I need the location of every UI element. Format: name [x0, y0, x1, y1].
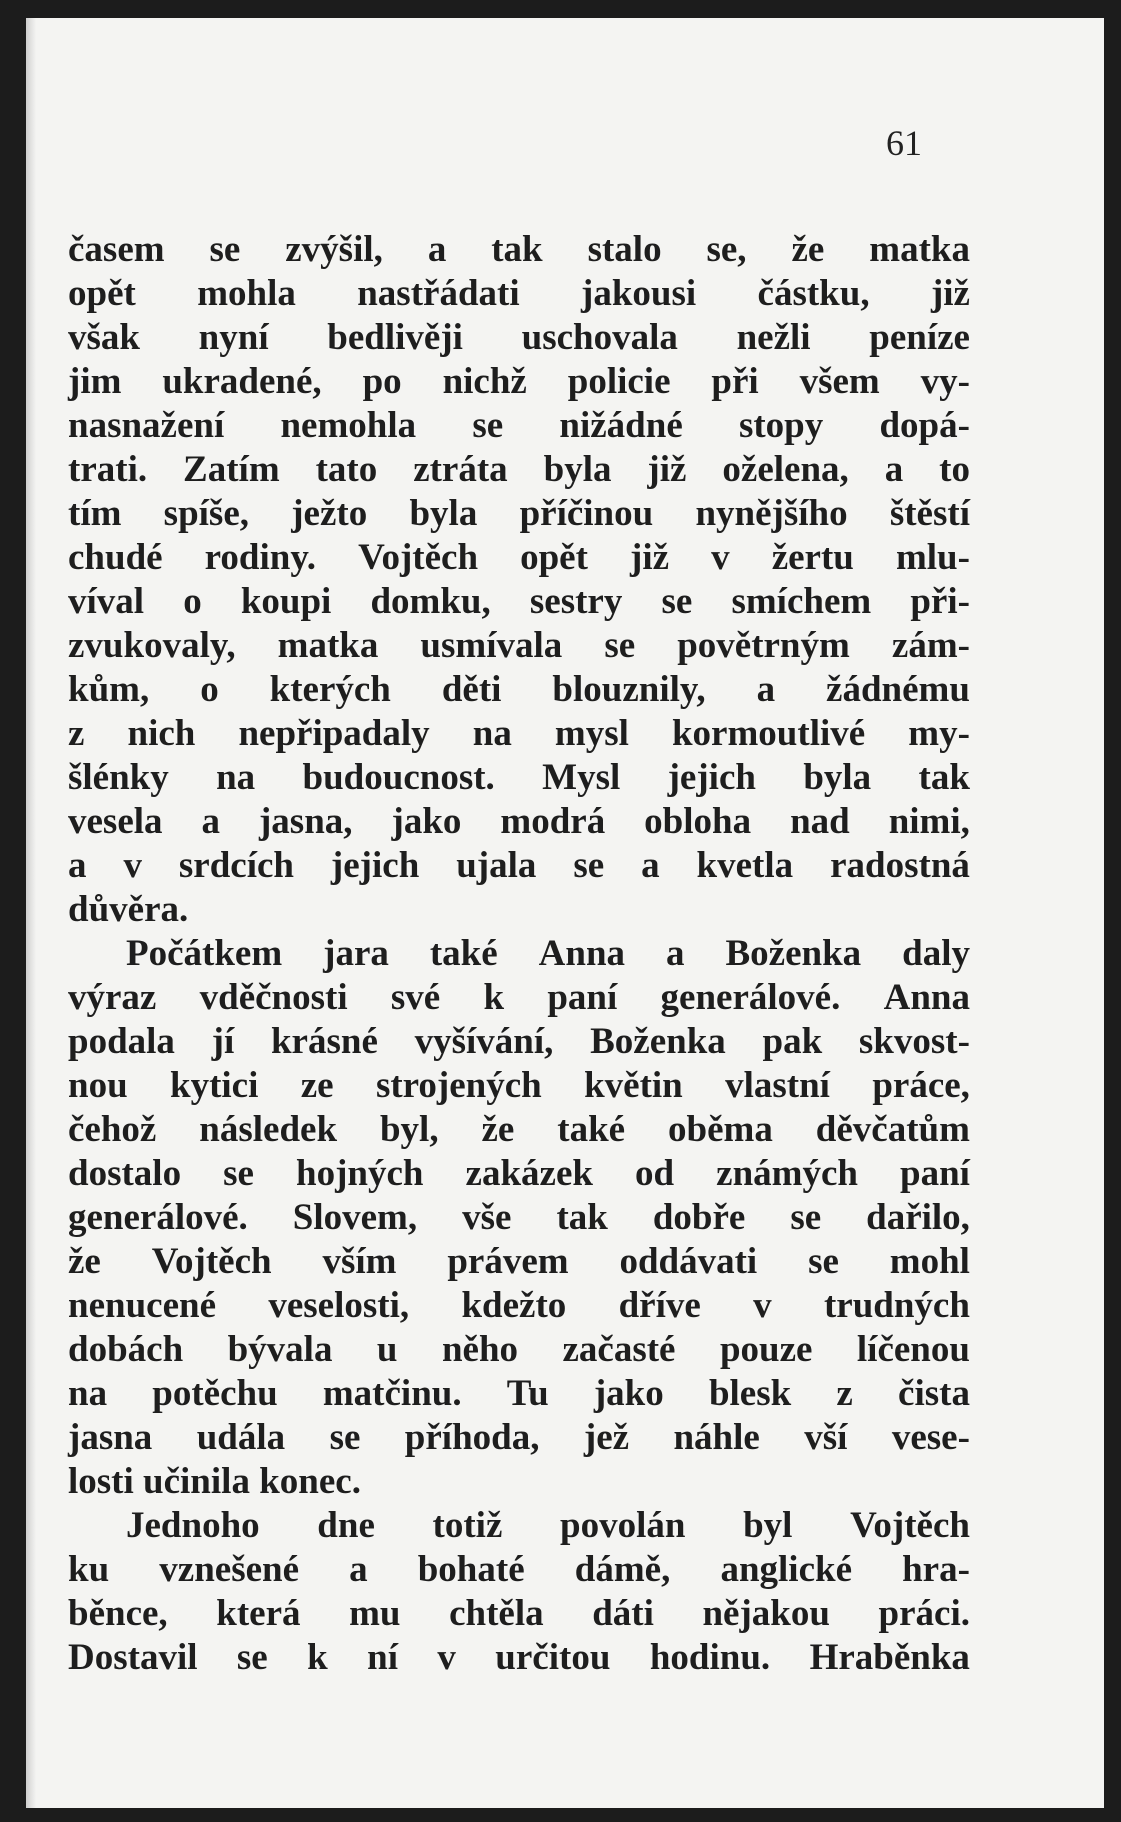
- book-page: [26, 18, 1104, 1808]
- text-line: dobách bývala u něho začasté pouze líčenou: [68, 1329, 970, 1370]
- text-line: jasna udála se příhoda, jež náhle vší vese-: [68, 1417, 970, 1458]
- text-line: tím spíše, ježto byla příčinou nynějšího štěstí: [68, 493, 970, 534]
- text-line: podala jí krásné vyšívání, Boženka pak skvost-: [68, 1021, 970, 1062]
- text-line: ku vznešené a bohaté dámě, anglické hra-: [68, 1549, 970, 1590]
- text-line: zvukovaly, matka usmívala se povětrným zám-: [68, 625, 970, 666]
- text-line: že Vojtěch vším právem oddávati se mohl: [68, 1241, 970, 1282]
- text-line: běnce, která mu chtěla dáti nějakou práci.: [68, 1593, 970, 1634]
- text-line: z nich nepřipadaly na mysl kormoutlivé my-: [68, 713, 970, 754]
- text-line: šlénky na budoucnost. Mysl jejich byla tak: [68, 757, 970, 798]
- text-line: Dostavil se k ní v určitou hodinu. Hraběnka: [68, 1637, 970, 1678]
- text-line: víval o koupi domku, sestry se smíchem při-: [68, 581, 970, 622]
- text-line: Počátkem jara také Anna a Boženka daly: [126, 933, 970, 974]
- text-line: čehož následek byl, že také oběma děvčatům: [68, 1109, 970, 1150]
- text-line: vesela a jasna, jako modrá obloha nad nimi,: [68, 801, 970, 842]
- body-text: [68, 228, 970, 1680]
- text-line: na potěchu matčinu. Tu jako blesk z čista: [68, 1373, 970, 1414]
- text-line: trati. Zatím tato ztráta byla již oželena, a to: [68, 449, 970, 490]
- page-number: 61: [886, 123, 922, 163]
- text-line: časem se zvýšil, a tak stalo se, že matka: [68, 229, 970, 270]
- text-line: jim ukradené, po nichž policie při všem vy-: [68, 361, 970, 402]
- text-line: a v srdcích jejich ujala se a kvetla radostná: [68, 845, 970, 886]
- text-line: nasnažení nemohla se nižádné stopy dopá-: [68, 405, 970, 446]
- text-line: kům, o kterých děti blouznily, a žádnému: [68, 669, 970, 710]
- text-line: důvěra.: [68, 889, 189, 930]
- page-edge-shadow: [26, 18, 36, 1808]
- text-line: však nyní bedlivěji uschovala nežli peníze: [68, 317, 970, 358]
- text-line: výraz vděčnosti své k paní generálové. Anna: [68, 977, 970, 1018]
- text-line: losti učinila konec.: [68, 1461, 361, 1502]
- text-line: chudé rodiny. Vojtěch opět již v žertu mlu-: [68, 537, 970, 578]
- text-line: Jednoho dne totiž povolán byl Vojtěch: [126, 1505, 970, 1546]
- text-line: nou kytici ze strojených květin vlastní práce,: [68, 1065, 970, 1106]
- text-line: generálové. Slovem, vše tak dobře se dařilo,: [68, 1197, 970, 1238]
- text-line: dostalo se hojných zakázek od známých paní: [68, 1153, 970, 1194]
- text-line: opět mohla nastřádati jakousi částku, již: [68, 273, 970, 314]
- text-line: nenucené veselosti, kdežto dříve v trudných: [68, 1285, 970, 1326]
